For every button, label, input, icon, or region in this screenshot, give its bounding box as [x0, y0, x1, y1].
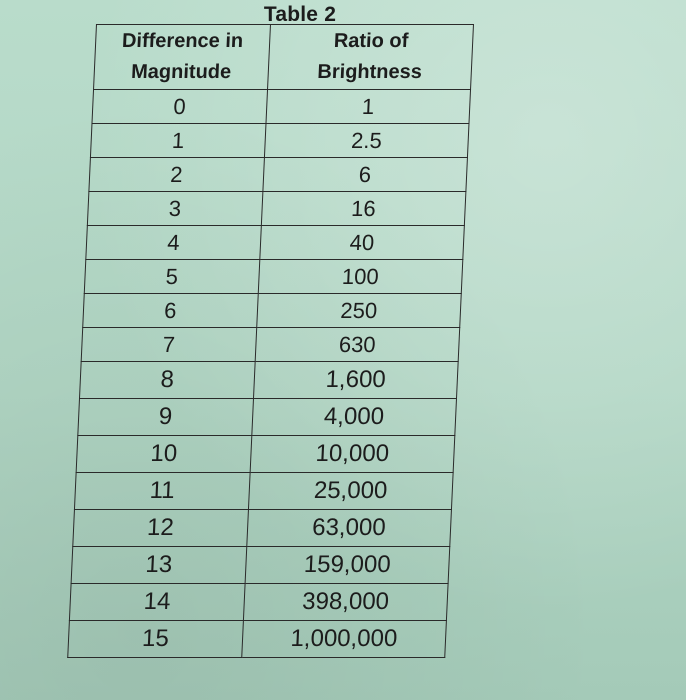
magnitude-cell: 8 [79, 362, 254, 399]
magnitude-cell: 3 [87, 192, 262, 226]
brightness-cell: 159,000 [245, 547, 450, 584]
brightness-cell: 25,000 [248, 473, 453, 510]
table-row [84, 260, 463, 294]
header-ratio-of-brightness [267, 25, 473, 90]
magnitude-cell: 6 [83, 294, 258, 328]
table-row [86, 226, 465, 260]
table-row [71, 547, 450, 584]
table-row [92, 90, 471, 124]
header-line: Difference in [121, 30, 244, 52]
magnitude-cell: 5 [84, 260, 259, 294]
header-line: Brightness [316, 61, 423, 83]
header-line: Ratio of [333, 30, 409, 52]
magnitude-cell: 14 [69, 584, 244, 621]
table-row [90, 124, 469, 158]
brightness-cell: 398,000 [243, 584, 448, 621]
table-row [68, 621, 447, 658]
brightness-cell: 63,000 [246, 510, 451, 547]
brightness-cell: 100 [258, 260, 463, 294]
brightness-cell: 4,000 [252, 399, 457, 436]
brightness-cell: 6 [263, 158, 468, 192]
brightness-cell: 1,000,000 [241, 621, 446, 658]
table-row [74, 473, 453, 510]
magnitude-brightness-table [67, 24, 474, 658]
magnitude-cell: 1 [90, 124, 265, 158]
table-row [73, 510, 452, 547]
table-row [76, 436, 455, 473]
brightness-cell: 250 [256, 294, 461, 328]
magnitude-cell: 9 [78, 399, 253, 436]
header-difference-in-magnitude [94, 25, 271, 90]
magnitude-cell: 13 [71, 547, 246, 584]
brightness-cell: 40 [260, 226, 465, 260]
magnitude-cell: 4 [86, 226, 261, 260]
table-title: Table 2 [263, 3, 337, 26]
table-row [79, 362, 458, 399]
table-row [83, 294, 462, 328]
brightness-cell: 10,000 [250, 436, 455, 473]
table-row [87, 192, 466, 226]
brightness-cell: 1,600 [253, 362, 458, 399]
magnitude-cell: 11 [74, 473, 249, 510]
table-row [69, 584, 448, 621]
table-row [81, 328, 460, 362]
table-row [89, 158, 468, 192]
magnitude-cell: 10 [76, 436, 251, 473]
magnitude-cell: 0 [92, 90, 267, 124]
magnitude-cell: 15 [68, 621, 243, 658]
magnitude-cell: 2 [89, 158, 264, 192]
brightness-cell: 2.5 [264, 124, 469, 158]
brightness-cell: 1 [266, 90, 471, 124]
brightness-cell: 630 [255, 328, 460, 362]
magnitude-cell: 7 [81, 328, 256, 362]
magnitude-cell: 12 [73, 510, 248, 547]
header-line: Magnitude [130, 61, 232, 83]
table-header-row [94, 25, 474, 90]
table-row [78, 399, 457, 436]
brightness-cell: 16 [261, 192, 466, 226]
